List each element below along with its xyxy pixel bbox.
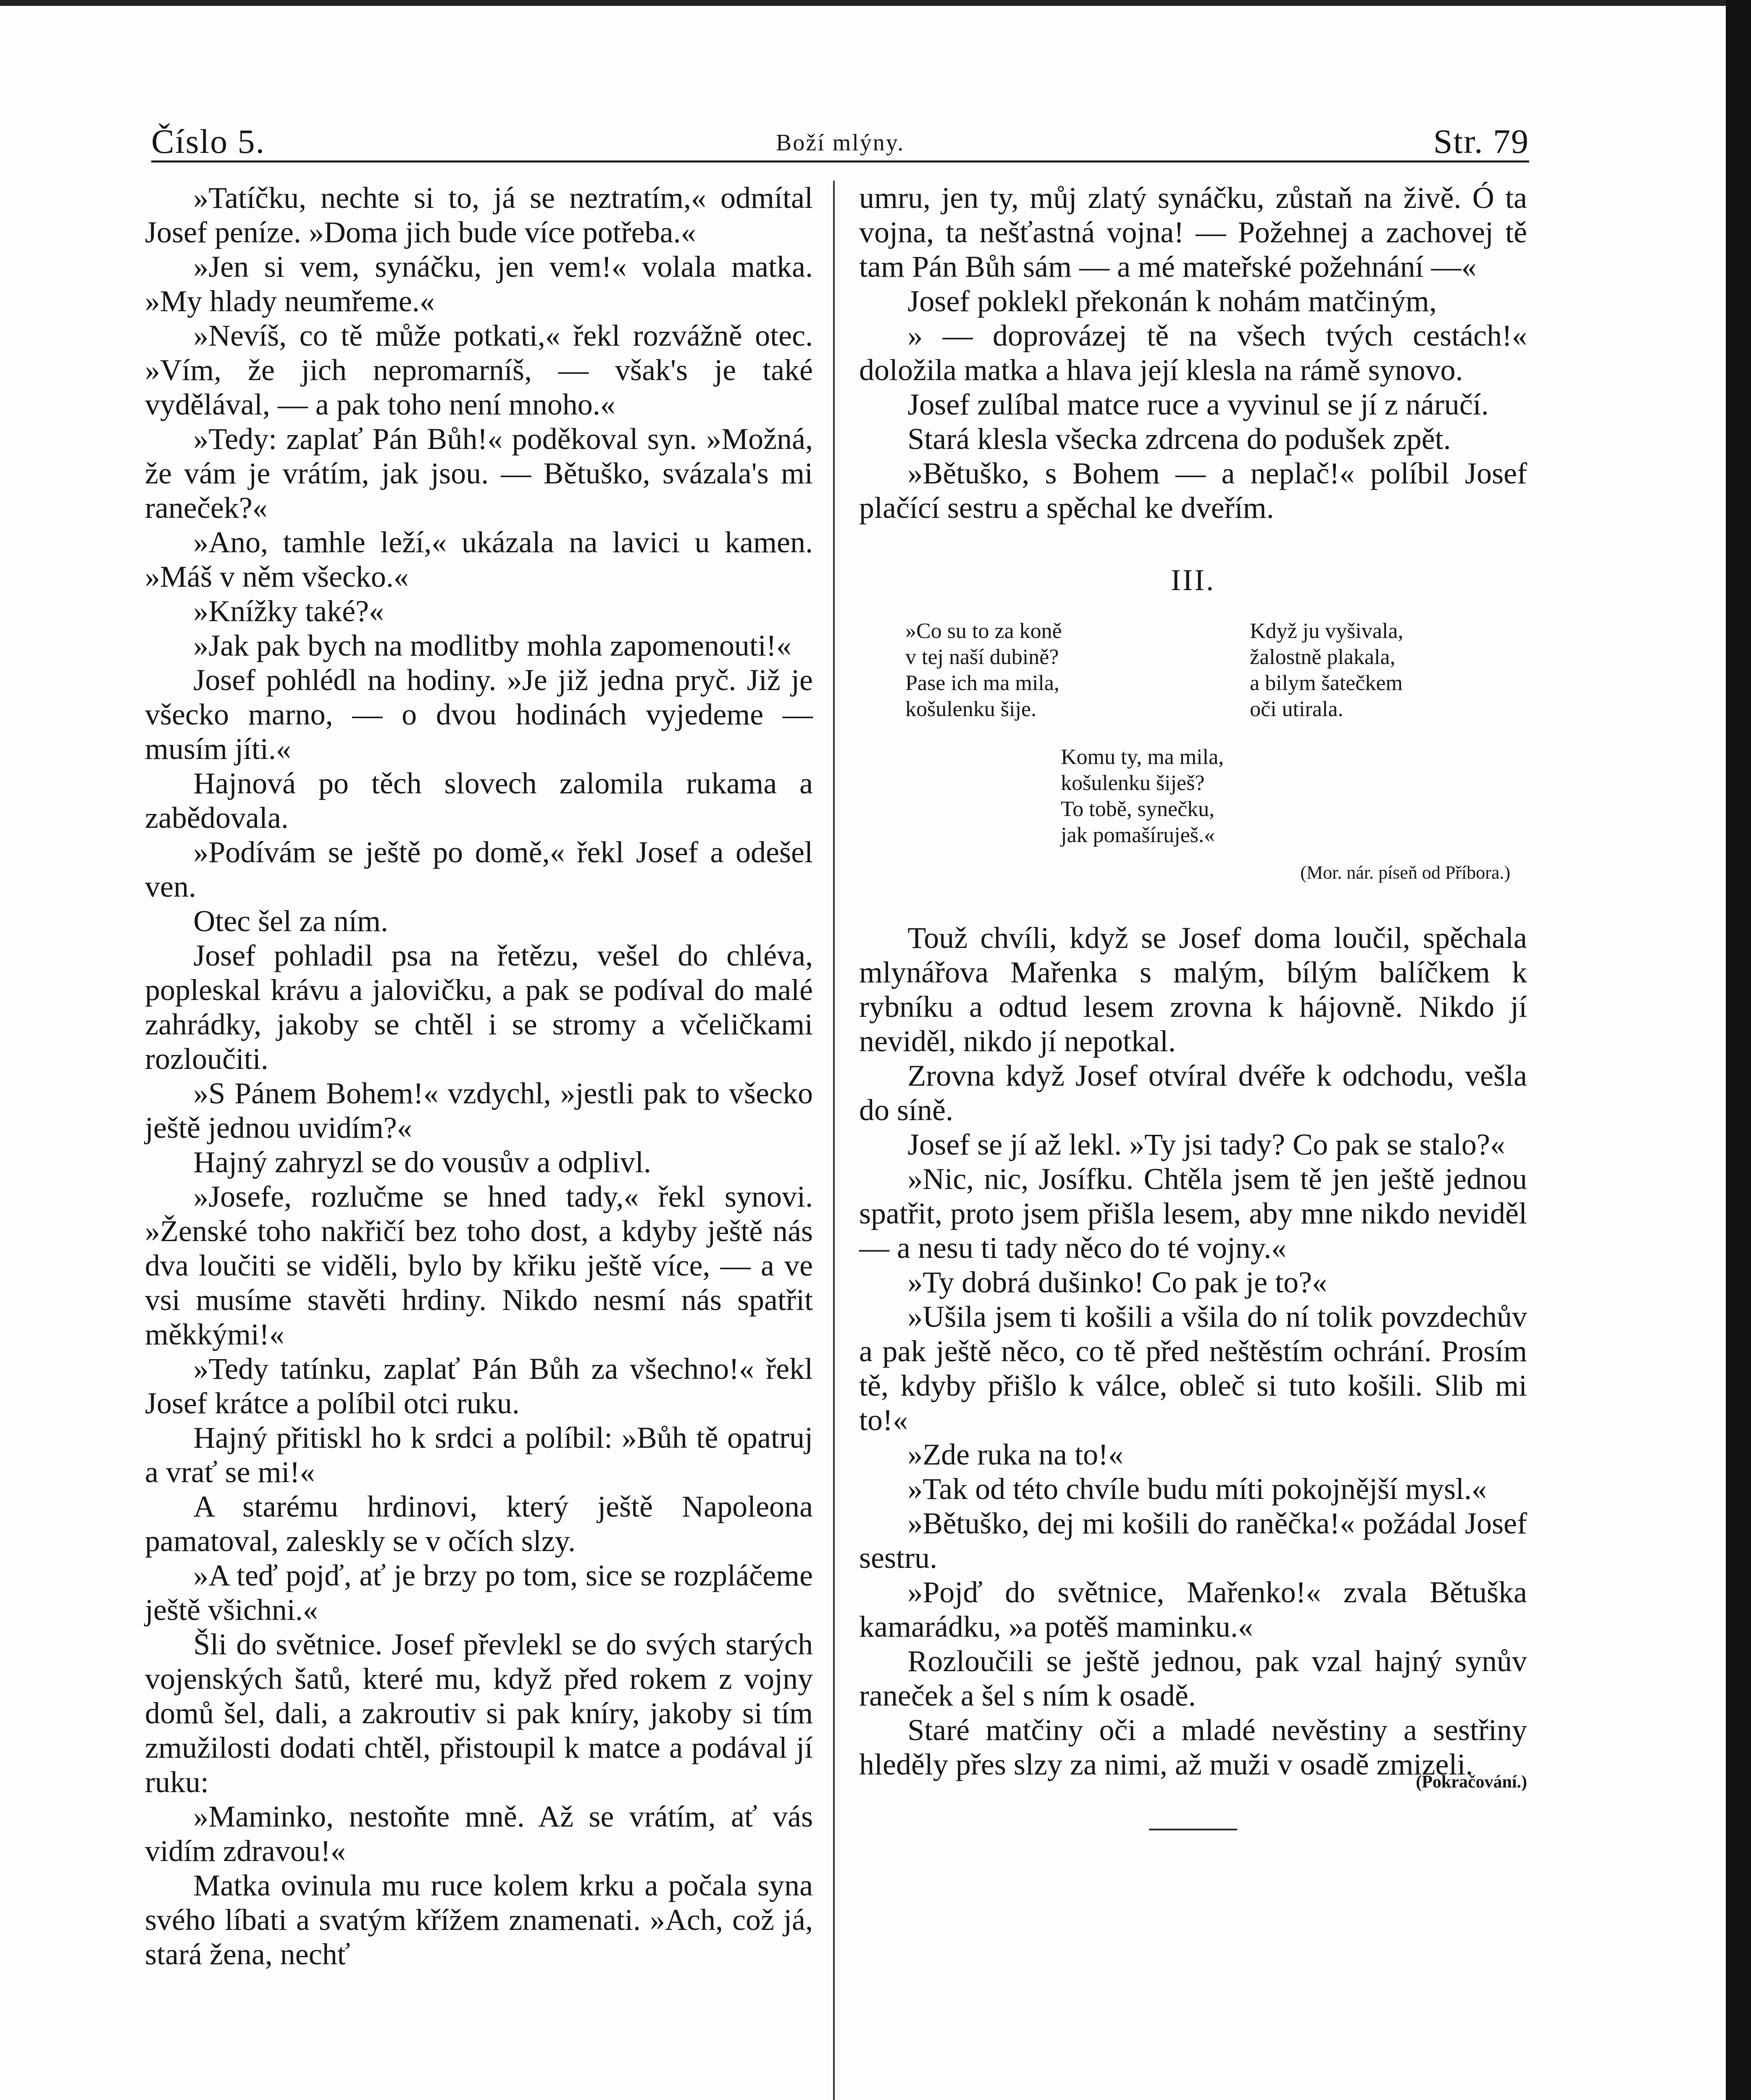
paragraph: »A teď pojď, ať je brzy po tom, sice se rozpláčeme ještě všichni.«	[145, 1559, 813, 1627]
paragraph: Josef pohlédl na hodiny. »Je již jedna pryč. Již je všecko marno, — o dvou hodinách vyjedeme — musím jíti.«	[145, 663, 813, 766]
poem	[859, 618, 1527, 904]
paragraph: Šli do světnice. Josef převlekl se do svých starých vojenských šatů, které mu, když před rokem z vojny domů šel, dali, a zakroutiv si pak kníry, jakoby si tím zmužilosti dodati chtěl, přistoupil k matce a podával jí ruku:	[145, 1628, 813, 1799]
paragraph: »Ty dobrá dušinko! Co pak je to?«	[907, 1265, 1327, 1299]
poem-line: Komu ty, ma mila,	[1061, 745, 1224, 769]
poem-stanza	[905, 618, 1062, 722]
paragraph: Hajný zahryzl se do vousův a odplivl.	[193, 1145, 651, 1179]
header-rule	[151, 160, 1529, 163]
end-rule	[1149, 1829, 1237, 1830]
paragraph: Staré matčiny oči a mladé nevěstiny a sestřiny hleděly přes slzy za nimi, až muži v osadě zmizeli.	[859, 1713, 1527, 1781]
paragraph: Hajnová po těch slovech zalomila rukama a zabědovala.	[145, 766, 813, 835]
poem-line: Pase ich ma mila,	[905, 671, 1060, 695]
paragraph: umru, jen ty, můj zlatý synáčku, zůstaň na živě. Ó ta vojna, ta nešťastná vojna! — Požehnej a zachovej tě tam Pán Bůh sám — a mé mateřské požehnání —«	[859, 181, 1527, 284]
right-column	[859, 181, 1527, 1830]
poem-line: To tobě, synečku,	[1061, 797, 1215, 821]
paragraph: »Maminko, nestoňte mně. Až se vrátím, ať vás vidím zdravou!«	[145, 1800, 813, 1868]
paragraph: »Tedy tatínku, zaplať Pán Bůh za všechno!« řekl Josef krátce a políbil otci ruku.	[145, 1352, 813, 1420]
paragraph: »Tedy: zaplať Pán Bůh!« poděkoval syn. »Možná, že vám je vrátím, jak jsou. — Bětuško, svázala's mi raneček?«	[145, 422, 813, 525]
page-header	[151, 113, 1529, 160]
paragraph: Zrovna když Josef otvíral dvéře k odchodu, vešla do síně.	[859, 1059, 1527, 1127]
poem-line: košulenku šije.	[905, 697, 1036, 721]
poem-stanza	[1061, 744, 1224, 848]
poem-line: Když ju vyšivala,	[1250, 619, 1404, 643]
paragraph: Matka ovinula mu ruce kolem krku a počala syna svého líbati a svatým křížem znamenati. »Ach, což já, stará žena, nechť	[145, 1869, 813, 1971]
paragraph: Touž chvíli, když se Josef doma loučil, spěchala mlynářova Mařenka s malým, bílým balíčkem k rybníku a odtud lesem zrovna k hájovně. Nikdo jí neviděl, nikdo jí nepotkal.	[859, 921, 1527, 1058]
paragraph: Josef zulíbal matce ruce a vyvinul se jí z náručí.	[907, 388, 1489, 421]
paragraph: »Ano, tamhle leží,« ukázala na lavici u kamen. »Máš v něm všecko.«	[145, 525, 813, 593]
paragraph: Rozloučili se ještě jednou, pak vzal hajný synův raneček a šel s ním k osadě.	[859, 1644, 1527, 1712]
paragraph: »S Pánem Bohem!« vzdychl, »jestli pak to všecko ještě jednou uvidím?«	[145, 1076, 813, 1144]
poem-source: (Mor. nár. píseň od Příbora.)	[1300, 862, 1510, 883]
paragraph: »Pojď do světnice, Mařenko!« zvala Bětuška kamarádku, »a potěš maminku.«	[859, 1575, 1527, 1643]
paragraph: »Bětuško, s Bohem — a neplač!« políbil Josef plačící sestru a spěchal ke dveřím.	[859, 457, 1527, 525]
continuation-note: (Pokračování.)	[1416, 1772, 1527, 1792]
poem-line: žalostně plakala,	[1250, 645, 1396, 669]
poem-line: a bilym šatečkem	[1250, 671, 1403, 695]
paragraph: » — doprovázej tě na všech tvých cestách!« doložila matka a hlava její klesla na rámě synovo.	[859, 319, 1527, 387]
paragraph: »Tak od této chvíle budu míti pokojnější mysl.«	[907, 1472, 1487, 1506]
running-title: Boží mlýny.	[776, 130, 905, 156]
poem-line: v tej naší dubině?	[905, 645, 1059, 669]
paragraph: Josef poklekl překonán k nohám matčiným,	[907, 284, 1437, 318]
section-number: III.	[1171, 563, 1215, 597]
poem-line: jak pomašíruješ.«	[1061, 823, 1215, 847]
paragraph: »Josefe, rozlučme se hned tady,« řekl synovi. »Ženské toho nakřičí bez toho dost, a kdyby ještě nás dva loučiti se viděli, bylo by křiku ještě více, — a ve vsi musíme stavěti hrdiny. Nikdo nesmí nás spatřit měkkými!«	[145, 1180, 813, 1351]
paragraph: »Nevíš, co tě může potkati,« řekl rozvážně otec. »Vím, že jich nepromarníš, — však's je také vydělával, — a pak toho není mnoho.«	[145, 319, 813, 421]
paragraph: »Bětuško, dej mi košili do raněčka!« požádal Josef sestru.	[859, 1507, 1527, 1575]
page-number: Str. 79	[1433, 122, 1529, 160]
paragraph: »Knížky také?«	[193, 594, 384, 628]
poem-line: »Co su to za koně	[905, 619, 1062, 643]
paragraph: Hajný přitiskl ho k srdci a políbil: »Bůh tě opatruj a vrať se mi!«	[145, 1421, 813, 1489]
paragraph: »Nic, nic, Josífku. Chtěla jsem tě jen ještě jednou spatřit, proto jsem přišla lesem, aby mne nikdo neviděl — a nesu ti tady něco do té vojny.«	[859, 1162, 1527, 1265]
paragraph: Otec šel za ním.	[193, 904, 389, 938]
poem-line: košulenku šiješ?	[1061, 771, 1205, 795]
scan-edge-top	[0, 0, 1751, 6]
issue-number: Číslo 5.	[151, 122, 266, 160]
section-three-text	[859, 921, 1527, 1830]
paragraph: »Jak pak bych na modlitby mohla zapomenouti!«	[193, 629, 791, 662]
paragraph: »Ušila jsem ti košili a všila do ní tolik povzdechův a pak ještě něco, co tě před neštěstím ochrání. Prosím tě, kdyby přišlo k válce, obleč si tuto košili. Slib mi to!«	[859, 1300, 1527, 1437]
poem-line: oči utirala.	[1250, 697, 1343, 721]
paragraph: »Tatíčku, nechte si to, já se neztratím,« odmítal Josef peníze. »Doma jich bude více potřeba.«	[145, 181, 813, 249]
paragraph: »Podívám se ještě po domě,« řekl Josef a odešel ven.	[145, 835, 813, 903]
column-divider	[833, 181, 835, 2100]
scan-edge-right	[1726, 0, 1751, 2100]
paragraph: A starému hrdinovi, který ještě Napoleona pamatoval, zaleskly se v očích slzy.	[145, 1490, 813, 1558]
paragraph: Stará klesla všecka zdrcena do podušek zpět.	[907, 422, 1451, 456]
paragraph: »Jen si vem, synáčku, jen vem!« volala matka. »My hlady neumřeme.«	[145, 250, 813, 318]
left-column	[145, 181, 813, 1971]
paragraph: Josef pohladil psa na řetězu, vešel do chléva, popleskal krávu a jalovičku, a pak se podíval do malé zahrádky, jakoby se chtěl i se stromy a včeličkami rozloučiti.	[145, 939, 813, 1076]
poem-stanza	[1250, 618, 1403, 722]
paragraph: »Zde ruka na to!«	[907, 1438, 1123, 1471]
paragraph: Josef se jí až lekl. »Ty jsi tady? Co pak se stalo?«	[907, 1128, 1505, 1161]
